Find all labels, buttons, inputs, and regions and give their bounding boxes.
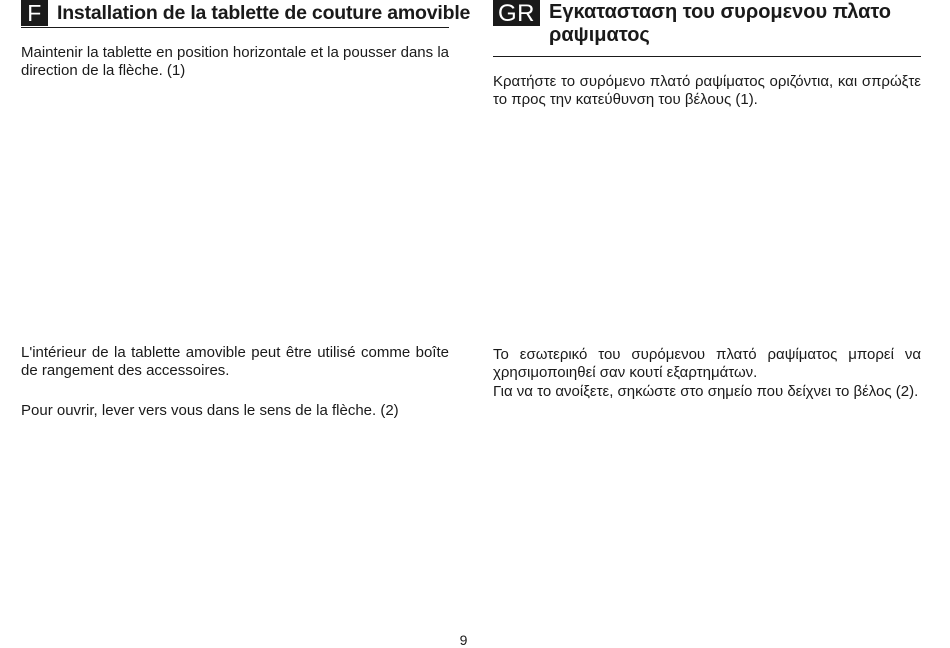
greek-section-title: Εγκατασταση του συρομενου πλατο ραψιματος [549, 1, 892, 46]
greek-section-header [493, 0, 921, 57]
french-column [21, 0, 471, 419]
greek-paragraph-storage: Το εσωτερικό του συρόμενου πλατό ραψίματος μπορεί να χρησιμοποιηθεί σαν κουτί εξαρτημάτων. [493, 346, 921, 381]
french-paragraph-install: Maintenir la tablette en position horizontale et la pousser dans la direction de la flèche. (1) [21, 44, 449, 79]
french-section-header [21, 0, 471, 28]
greek-paragraph-open: Για να το ανοίξετε, σηκώστε στο σημείο που δείχνει το βέλος (2). [493, 383, 919, 400]
page-number: 9 [459, 632, 468, 648]
french-section-title: Installation de la tablette de couture amovible [57, 2, 471, 24]
french-paragraph-open: Pour ouvrir, lever vers vous dans le sens de la flèche. (2) [21, 402, 399, 419]
language-badge-gr: GR [493, 0, 540, 26]
french-paragraph-storage: L'intérieur de la tablette amovible peut être utilisé comme boîte de rangement des accessoires. [21, 344, 449, 379]
greek-column [493, 0, 921, 400]
greek-paragraph-install: Κρατήστε το συρόμενο πλατό ραψίματος οριζόντια, και σπρώξτε το προς την κατεύθυνση του βέλους (1). [493, 73, 921, 108]
language-badge-fr: F [21, 0, 48, 26]
